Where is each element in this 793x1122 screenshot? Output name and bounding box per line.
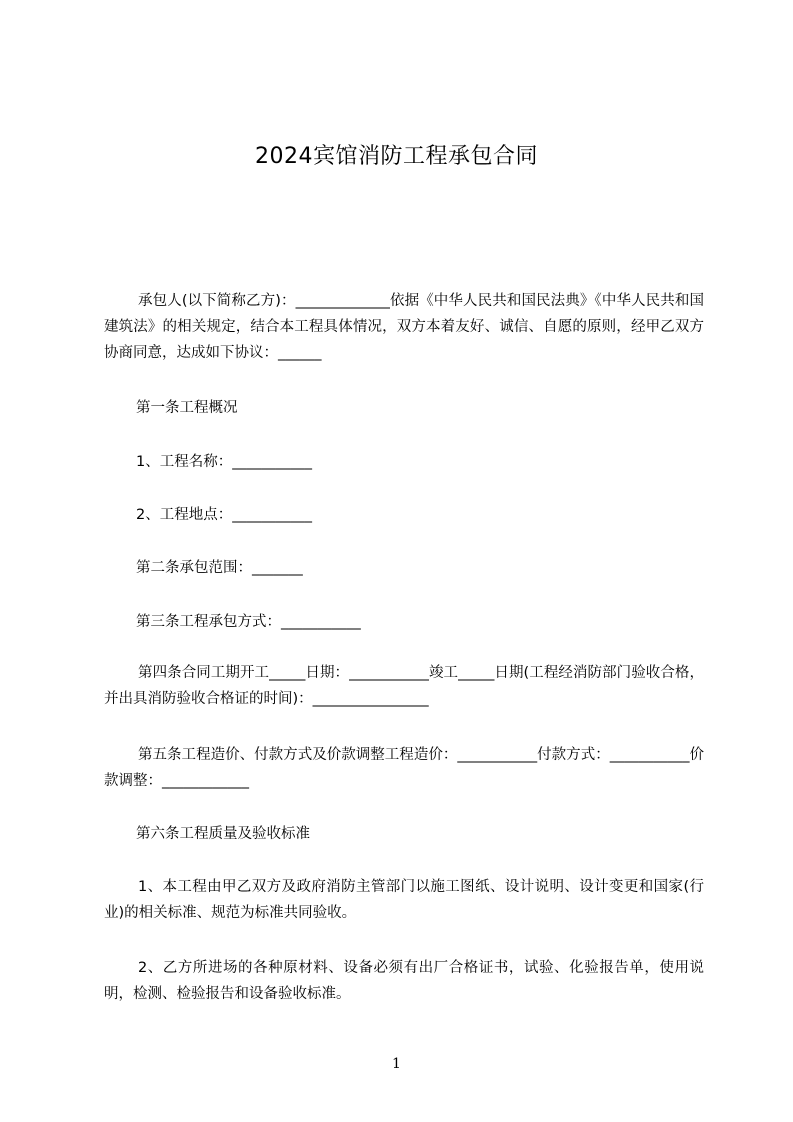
article-6-item-2: 2、乙方所进场的各种原材料、设备必须有出厂合格证书，试验、化验报告单，使用说明，检测、检验报告和设备验收标准。 bbox=[104, 960, 704, 1002]
article-3: 第三条工程承包方式：___________ bbox=[136, 614, 361, 630]
article-5: 第五条工程造价、付款方式及价款调整工程造价：___________付款方式：___________价款调整：____________ bbox=[104, 747, 704, 789]
article-4: 第四条合同工期开工_____日期：___________竣工_____日期(工程经消防部门验收合格，并出具消防验收合格证的时间)：________________ bbox=[104, 665, 704, 707]
article-6-item-1: 1、本工程由甲乙双方及政府消防主管部门以施工图纸、设计说明、设计变更和国家(行业)的相关标准、规范为标准共同验收。 bbox=[104, 879, 704, 921]
article-6-heading: 第六条工程质量及验收标准 bbox=[136, 826, 310, 842]
article-1-item-2: 2、工程地点：___________ bbox=[136, 507, 312, 523]
article-1-heading: 第一条工程概况 bbox=[136, 400, 238, 416]
intro-paragraph: 承包人(以下简称乙方)：_____________依据《中华人民共和国民法典》《中华人民共和国建筑法》的相关规定，结合本工程具体情况，双方本着友好、诚信、自愿的原则，经甲乙双方协商同意，达成如下协议：______ bbox=[104, 293, 704, 361]
article-2: 第二条承包范围：_______ bbox=[136, 560, 303, 576]
document-title: 2024宾馆消防工程承包合同 bbox=[255, 144, 538, 169]
page-number: 1 bbox=[392, 1056, 401, 1072]
article-1-item-1: 1、工程名称：___________ bbox=[136, 454, 312, 470]
